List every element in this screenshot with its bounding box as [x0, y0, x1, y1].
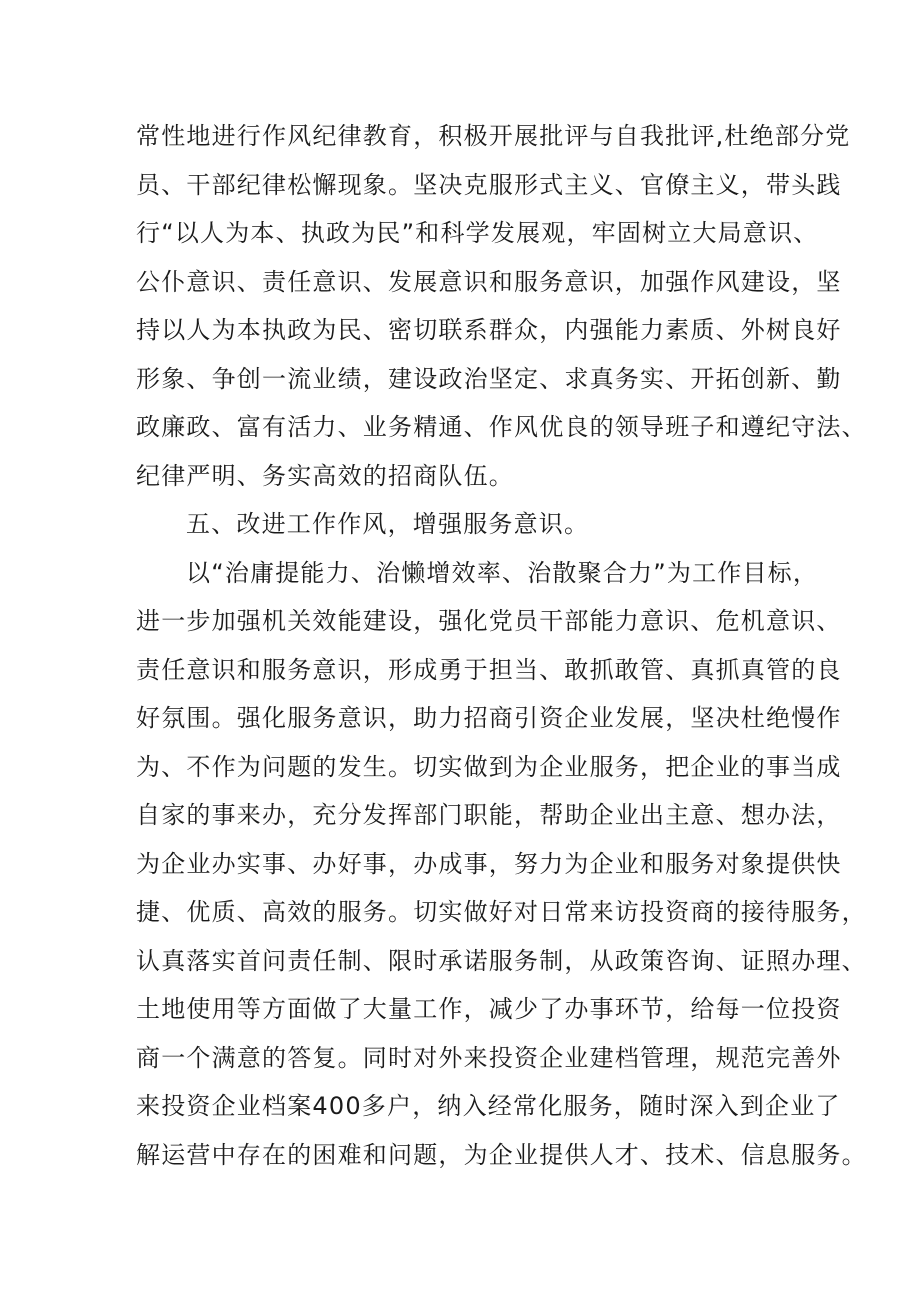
text-line: 为、不作为问题的发生。切实做到为企业服务，把企业的事当成 — [136, 752, 842, 781]
text-line: 为企业办实事、办好事，办成事，努力为企业和服务对象提供快 — [136, 849, 842, 878]
document-body — [136, 112, 867, 1179]
text-line: 责任意识和服务意识，形成勇于担当、敢抓敢管、真抓真管的良 — [136, 655, 842, 684]
text-line: 形象、争创一流业绩，建设政治坚定、求真务实、开拓创新、勤 — [136, 364, 842, 393]
text-line: 政廉政、富有活力、业务精通、作风优良的领导班子和遵纪守法、 — [136, 413, 867, 441]
text-line: 认真落实首问责任制、限时承诺服务制，从政策咨询、证照办理、 — [136, 946, 867, 975]
text-line: 自家的事来办，充分发挥部门职能，帮助企业出主意、想办法， — [136, 801, 842, 829]
paragraph-first-line: 以“治庸提能力、治懒增效率、治散聚合力”为工作目标， — [186, 558, 819, 587]
text-line: 进一步加强机关效能建设，强化党员干部能力意识、危机意识、 — [136, 607, 842, 635]
section-heading: 五、改进工作作风，增强服务意识。 — [186, 510, 590, 538]
text-line: 好氛围。强化服务意识，助力招商引资企业发展，坚决杜绝慢作 — [136, 704, 842, 732]
text-line: 员、干部纪律松懈现象。坚决克服形式主义、官僚主义，带头践 — [136, 170, 842, 199]
text-line: 捷、优质、高效的服务。切实做好对日常来访投资商的接待服务， — [136, 898, 867, 926]
text-line: 商一个满意的答复。同时对外来投资企业建档管理，规范完善外 — [136, 1043, 842, 1072]
text-line: 土地使用等方面做了大量工作，减少了办事环节，给每一位投资 — [136, 995, 842, 1023]
text-line: 解运营中存在的困难和问题，为企业提供人才、技术、信息服务。 — [136, 1140, 867, 1169]
text-line: 纪律严明、务实高效的招商队伍。 — [136, 461, 514, 490]
text-line: 来投资企业档案400多户，纳入经常化服务，随时深入到企业了 — [136, 1092, 841, 1120]
text-line: 常性地进行作风纪律教育，积极开展批评与自我批评,杜绝部分党 — [136, 122, 851, 150]
text-line: 持以人为本执政为民、密切联系群众，内强能力素质、外树良好 — [136, 316, 842, 344]
text-line: 行“以人为本、执政为民”和科学发展观，牢固树立大局意识、 — [136, 219, 819, 247]
text-line: 公仆意识、责任意识、发展意识和服务意识，加强作风建设，坚 — [136, 267, 842, 296]
